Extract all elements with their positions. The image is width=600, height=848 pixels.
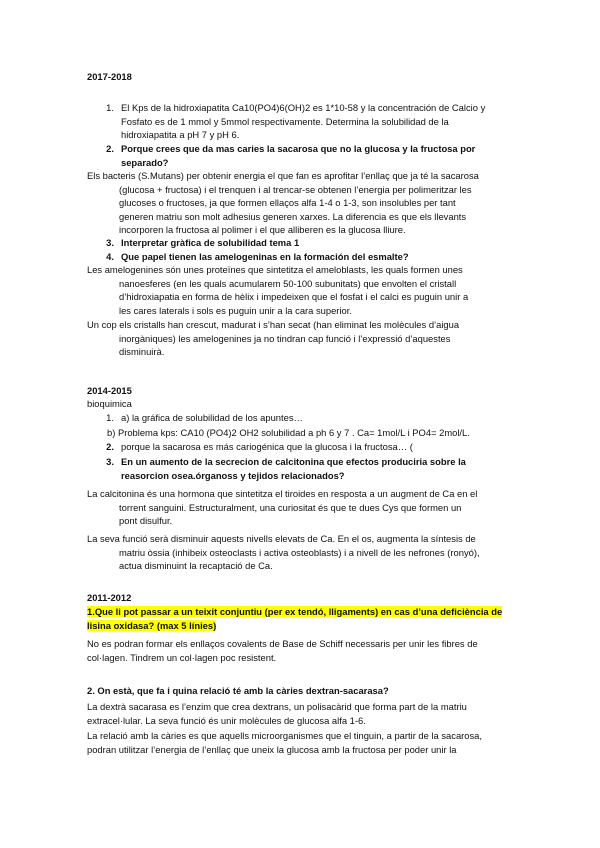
question-2014-1b: b) Problema kps: CA10 (PO4)2 OH2 solubilidad a ph 6 y 7 . Ca= 1mol/L i PO4= 2mol/L.	[107, 427, 470, 438]
list-number: 2.	[106, 143, 114, 154]
question-text: En un aumento de la secrecion de calcitonina que efectos produciria sobre la reasorcion osea.órganoss y tejidos relacionados?	[121, 456, 466, 481]
subject-label: bioquimica	[87, 398, 132, 409]
section-year-2014: 2014-2015	[87, 385, 132, 396]
answer-2017-4-paragraph-1: Les amelogenines són unes proteïnes que sintetitza el ameloblasts, les quals formen unes nanoesferes (en les quals acumularem 50-100 subunitats) que envolten el cristall d’hidroxiapatia en forma de hèlix i impedeixen que el fosfat i el calci es puguin unir a les cares laterals i sols es puguin unir a la cara superior.	[87, 264, 469, 316]
question-text: Que papel tienen las amelogeninas en la formación del esmalte?	[121, 251, 409, 262]
list-number: 4.	[106, 251, 114, 262]
question-2011-2: 2. On està, que fa i quina relació té amb la càries dextran-sacarasa?	[87, 685, 389, 696]
section-year-2017: 2017-2018	[87, 71, 132, 82]
question-text: porque la sacarosa es más cariogénica que la glucosa i la fructosa… (	[121, 441, 413, 452]
question-text: a) la gráfica de solubilidad de los apuntes…	[121, 412, 303, 423]
answer-2011-2-paragraph-1: La dextrà sacarasa es l’enzim que crea dextrans, un polisacàrid que forma part de la matriu extracel·lular. La seva funció és unir molècules de glucosa alfa 1-6.	[87, 701, 467, 726]
answer-2014-3-paragraph-1: La calcitonina és una hormona que sintetitza el tiroides en resposta a un augment de Ca en el torrent sanguini. Estructuralment, una curiositat és que te dues Cys que formen un pont disulfur.	[87, 488, 478, 527]
list-number: 1.	[106, 102, 114, 113]
answer-2017-4-paragraph-2: Un cop els cristalls han crescut, madurat i s’han secat (han eliminat les molècules d’aigua inorgàniques) les amelogenines ja no tindran cap funció i l’expressió d’aquestes disminuirà.	[87, 319, 460, 358]
list-number: 3.	[106, 456, 114, 467]
answer-2011-2-paragraph-2: La relació amb la càries es que aquells microorganismes que el tinguin, a partir de la sacarosa, podran utilitzar l’energia de l’enllaç que uneix la glucosa amb la fructosa per poder unir la	[87, 730, 482, 755]
answer-2017-2: Els bacteris (S.Mutans) per obtenir energia el que fan es aprofitar l’enllaç que ja té la sacarosa (glucosa + fructosa) i el trenquen i al trencar-se obtenen l’energia per polimeritzar les glucoses o fructoses, ja que formen ellaços alfa 1-4 o 1-3, son insolubles per tant generen matriu son molt adhesius generen xarxes. La diferencia es que els llevants incorporen la fructosa al polimer i el que alliberen es la glucosa lliure.	[87, 170, 479, 236]
list-number: 2.	[106, 441, 114, 452]
answer-2014-3-paragraph-2: La seva funció serà disminuir aquests nivells elevats de Ca. En el os, augmenta la síntesis de matriu òssia (inhibeix osteoclasts i activa osteoblasts) i a nivell de les nefrones (ronyó), actua disminuint la recaptació de Ca.	[87, 533, 480, 572]
question-2011-1: 1.Que li pot passar a un teixit conjuntiu (per ex tendó, lligaments) en cas d’una deficiència de lisina oxidasa? (max 5 línies)	[87, 606, 503, 631]
section-year-2011: 2011-2012	[87, 592, 132, 603]
question-text: Porque crees que da mas caries la sacarosa que no la glucosa y la fructosa por separado?	[121, 143, 476, 168]
list-number: 1.	[106, 412, 114, 423]
question-text: Interpretar gràfica de solubilidad tema 1	[121, 237, 300, 248]
question-text: El Kps de la hidroxiapatita Ca10(PO4)6(OH)2 es 1*10-58 y la concentración de Calcio y Fosfato es de 1 mmol y 5mmol respectivamente. Determina la solubilidad de la hidroxiapatita a pH 7 y pH 6.	[121, 102, 486, 141]
answer-2011-1: No es podran formar els enllaços covalents de Base de Schiff necessaris per unir les fibres de col·lagen. Tindrem un col·lagen poc resistent.	[87, 638, 478, 663]
list-number: 3.	[106, 237, 114, 248]
